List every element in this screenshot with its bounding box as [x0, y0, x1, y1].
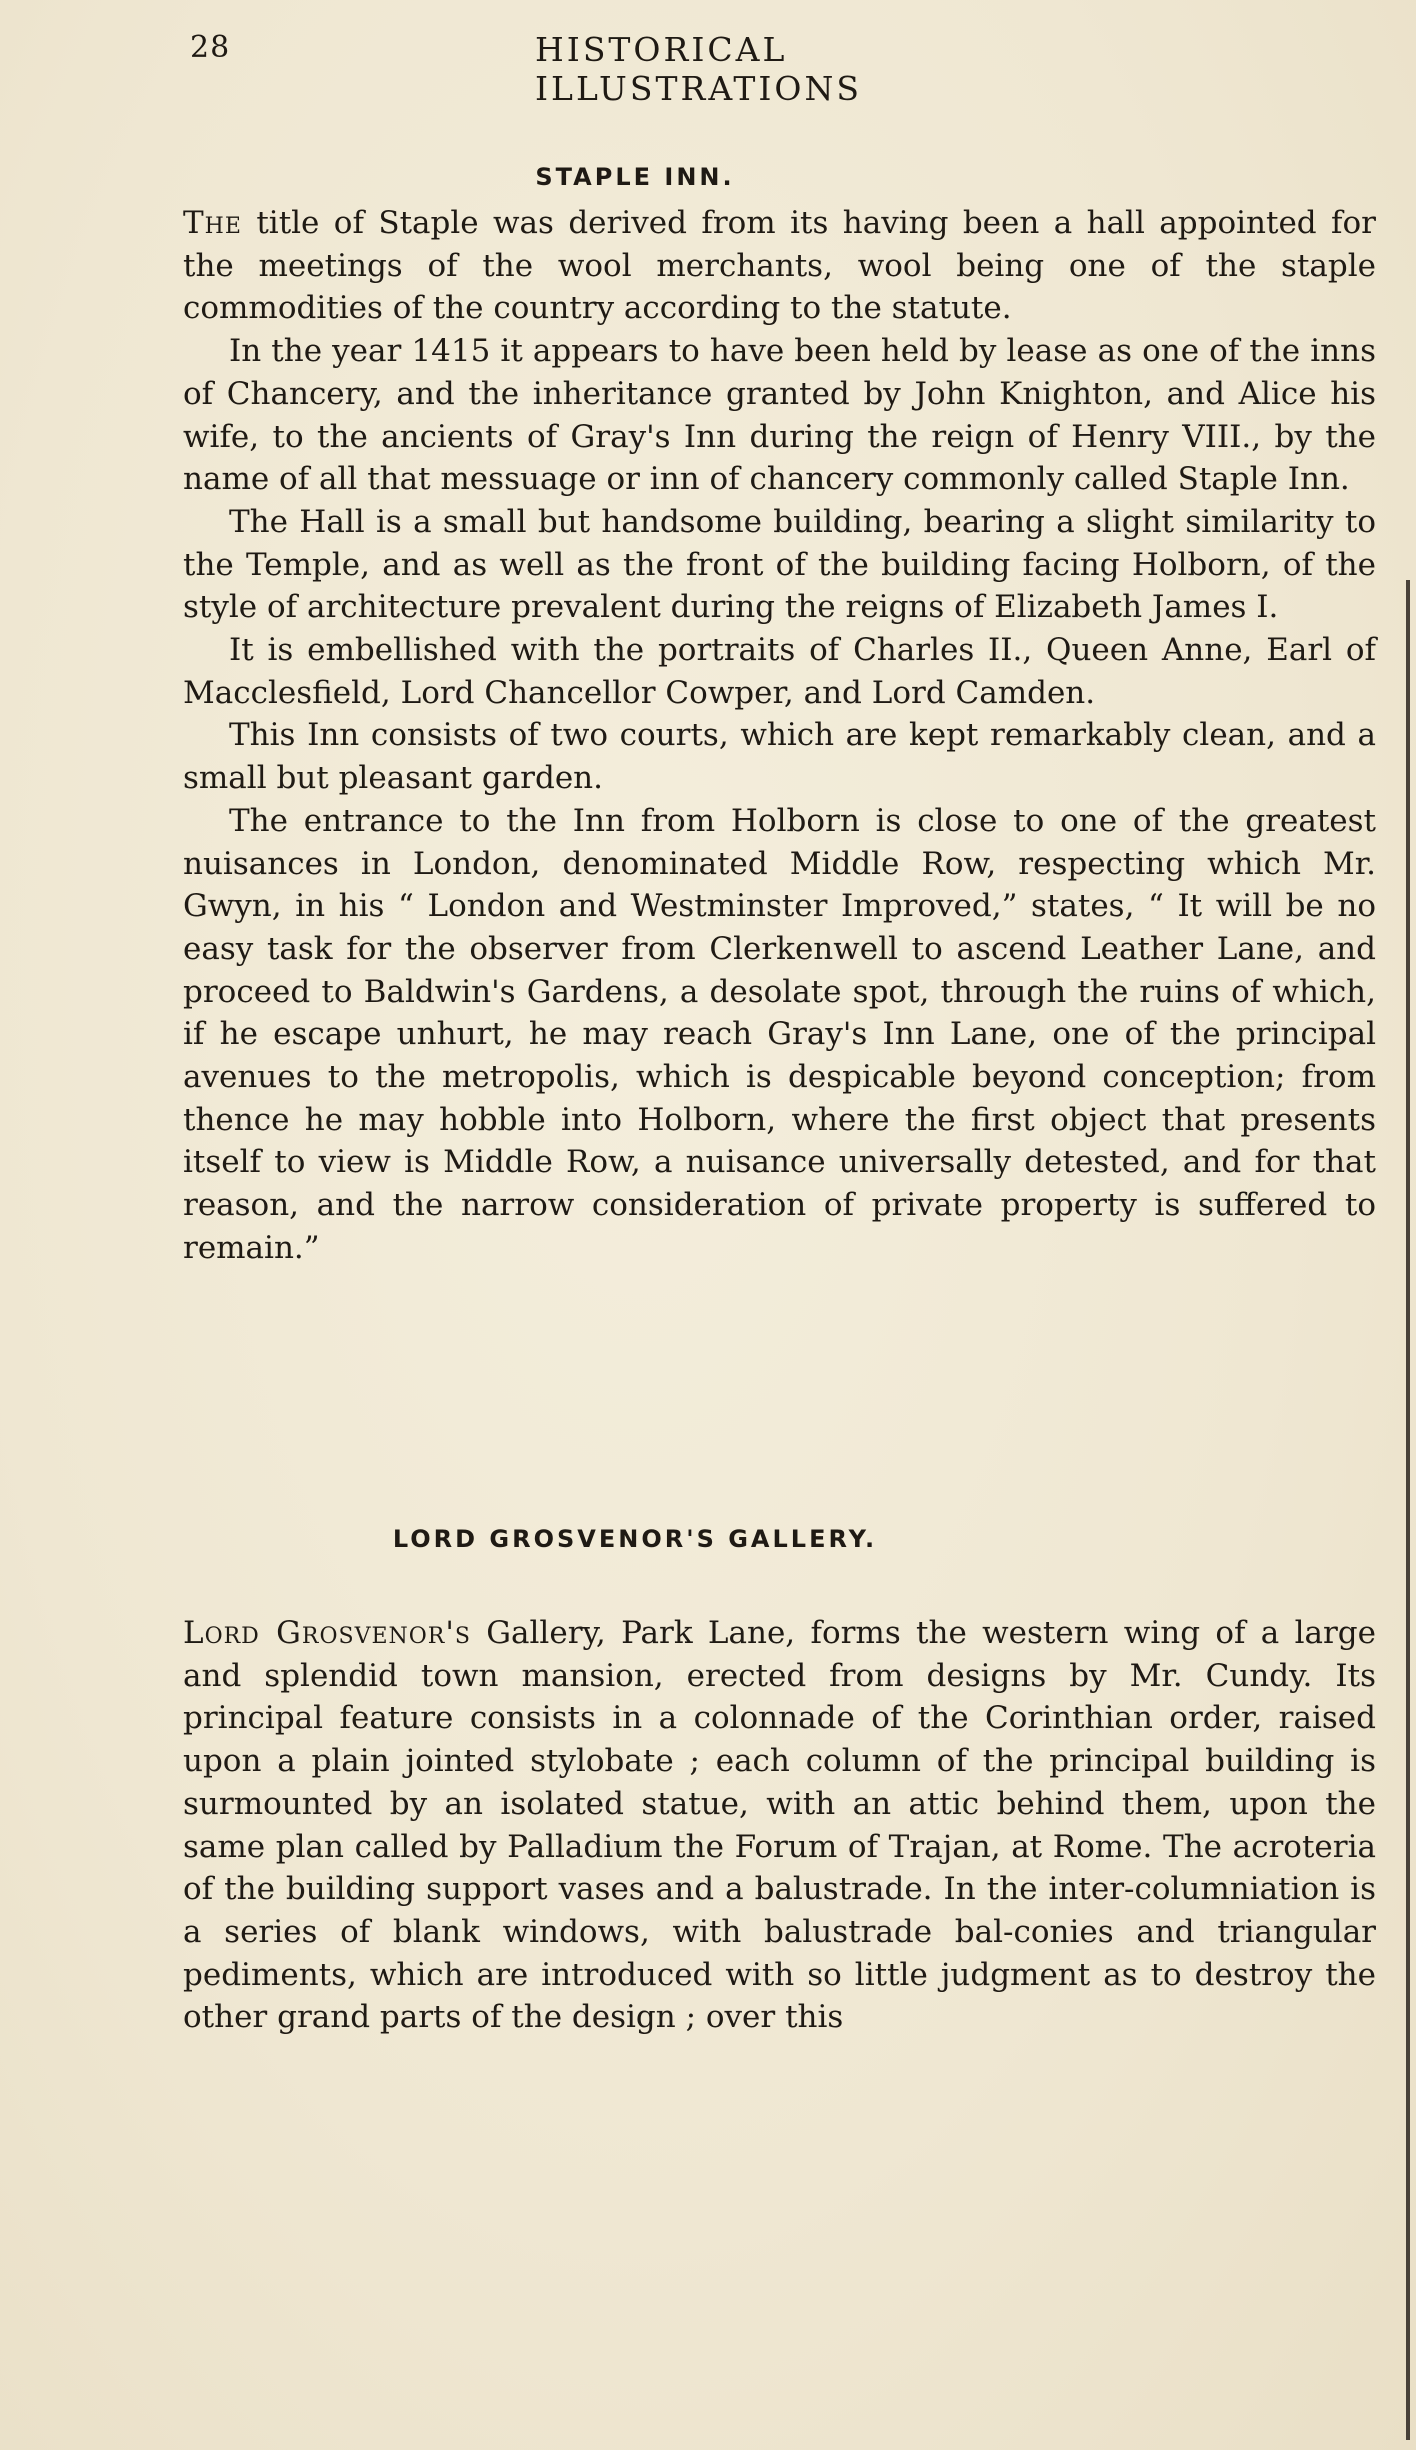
section-heading-staple-inn: STAPLE INN. — [535, 163, 735, 191]
paragraph: Lord Grosvenor's Gallery, Park Lane, forms the western wing of a large and splendid town mansion, erected from designs by Mr. Cundy. Its principal feature consists in a colonnade of the Corinthian order, raised upon a plain jointed stylobate ; each column of the principal building is surmounted by an isolated statue, with an attic behind them, upon the same plan called by Palladium the Forum of Trajan, at Rome. The acroteria of the building support vases and a balustrade. In the inter-columniation is a series of blank windows, with balustrade bal-conies and triangular pediments, which are introduced with so little judgment as to destroy the other grand parts of the design ; over this — [183, 1615, 1376, 2036]
grosvenor-gallery-body — [183, 1612, 1376, 2039]
lead-word: Lord Grosvenor's — [183, 1615, 471, 1651]
page-header — [190, 30, 1080, 108]
paragraph: In the year 1415 it appears to have been held by lease as one of the inns of Chancery, and the inheritance granted by John Knighton, and Alice his wife, to the ancients of Gray's Inn during the reign of Henry VIII., by the name of all that messuage or inn of chancery commonly called Staple Inn. — [183, 333, 1376, 498]
paragraph: This Inn consists of two courts, which are kept remarkably clean, and a small but pleasant garden. — [183, 717, 1376, 797]
staple-inn-body — [183, 202, 1376, 1270]
paragraph: The Hall is a small but handsome building, bearing a slight similarity to the Temple, and as well as the front of the building facing Holborn, of the style of architecture prevalent during the reigns of Elizabeth James I. — [183, 503, 1376, 626]
page-number: 28 — [190, 30, 231, 65]
paragraph: The entrance to the Inn from Holborn is close to one of the greatest nuisances in London, denominated Middle Row, respecting which Mr. Gwyn, in his “ London and Westminster Improved,” states, “ It will be no easy task for the observer from Clerkenwell to ascend Leather Lane, and proceed to Baldwin's Gardens, a desolate spot, through the ruins of which, if he escape unhurt, he may reach Gray's Inn Lane, one of the principal avenues to the metropolis, which is despicable beyond conception; from thence he may hobble into Holborn, where the first object that presents itself to view is Middle Row, a nuisance universally detested, and for that reason, and the narrow consideration of private property is suffered to remain.” — [183, 802, 1376, 1266]
section-heading-grosvenor-gallery: LORD GROSVENOR'S GALLERY. — [392, 1525, 878, 1553]
running-title: HISTORICAL ILLUSTRATIONS — [535, 30, 862, 108]
paragraph: It is embellished with the portraits of Charles II., Queen Anne, Earl of Macclesfield, Lord Chancellor Cowper, and Lord Camden. — [183, 632, 1376, 711]
paragraph: The title of Staple was derived from its having been a hall appointed for the meetings of the wool merchants, wool being one of the staple commodities of the country according to the statute. — [183, 205, 1376, 327]
lead-word: The — [183, 205, 242, 241]
page-edge-shadow — [1406, 580, 1410, 2440]
